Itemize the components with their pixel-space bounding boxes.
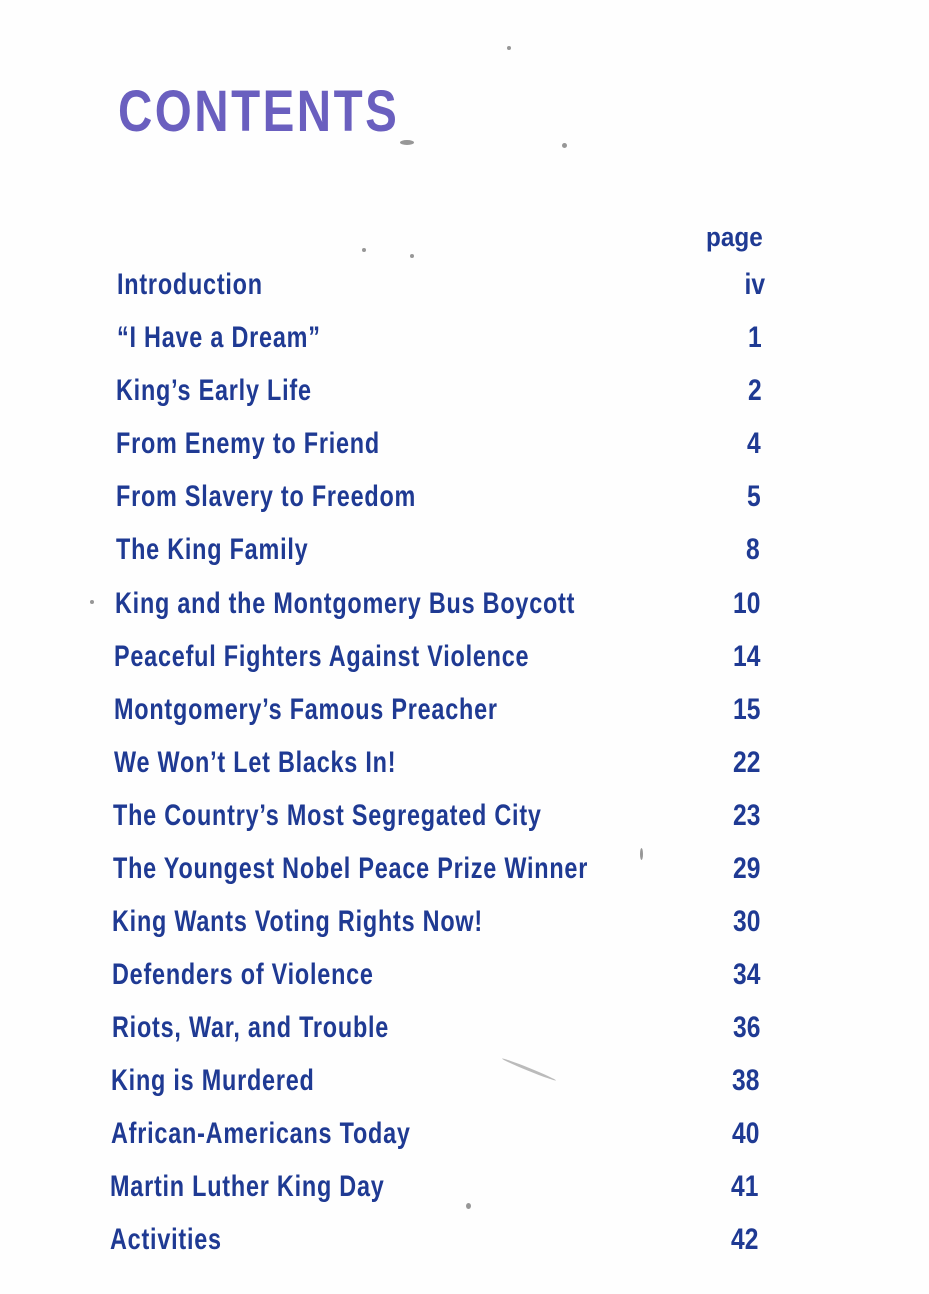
page-title: CONTENTS [118, 79, 400, 144]
toc-entry-title: African-Americans Today [111, 1117, 411, 1150]
toc-entry[interactable] [110, 1167, 758, 1207]
toc-entry-title: We Won’t Let Blacks In! [114, 746, 397, 779]
toc-entry-page: 14 [732, 640, 760, 673]
toc-entry[interactable] [113, 796, 760, 836]
scan-speck [640, 848, 643, 860]
toc-entry-title: Introduction [117, 268, 263, 301]
toc-entry[interactable] [111, 1114, 759, 1154]
toc-entry[interactable] [112, 1008, 760, 1048]
toc-entry-title: The Youngest Nobel Peace Prize Winner [113, 852, 589, 885]
toc-entry-title: King is Murdered [111, 1064, 315, 1097]
toc-entry-page: 4 [747, 427, 761, 460]
toc-entry[interactable] [114, 690, 760, 730]
toc-entry-page: 41 [730, 1170, 758, 1203]
scan-speck [362, 248, 366, 252]
toc-entry-title: King and the Montgomery Bus Boycott [115, 587, 576, 620]
scan-speck [410, 254, 414, 258]
toc-entry[interactable] [113, 849, 760, 889]
toc-entry-page: 2 [748, 374, 762, 407]
toc-entry[interactable] [117, 265, 765, 305]
toc-entry[interactable] [116, 477, 761, 517]
toc-entry-page: 38 [731, 1064, 759, 1097]
toc-entry[interactable] [110, 1220, 758, 1260]
toc-entry-page: 29 [732, 852, 760, 885]
scan-speck [562, 143, 567, 148]
toc-entry-page: 40 [731, 1117, 759, 1150]
toc-entry-title: King’s Early Life [116, 374, 312, 407]
toc-entry-title: King Wants Voting Rights Now! [112, 905, 483, 938]
toc-entry-page: 36 [732, 1011, 760, 1044]
toc-entry-title: Martin Luther King Day [110, 1170, 385, 1203]
toc-entry-page: 8 [746, 533, 760, 566]
toc-entry-page: iv [744, 268, 765, 301]
toc-entry-page: 10 [732, 587, 760, 620]
toc-entry[interactable] [116, 530, 760, 570]
page-column-header: page [706, 222, 763, 252]
toc-entry[interactable] [117, 318, 762, 358]
toc-entry-page: 5 [747, 480, 761, 513]
toc-entry-title: From Enemy to Friend [116, 427, 380, 460]
toc-entry[interactable] [112, 955, 760, 995]
toc-entry-title: Montgomery’s Famous Preacher [114, 693, 498, 726]
toc-entry[interactable] [111, 1061, 759, 1101]
toc-entry[interactable] [115, 584, 760, 624]
toc-entry-page: 1 [748, 321, 762, 354]
toc-entry-title: “I Have a Dream” [117, 321, 321, 354]
toc-entry[interactable] [116, 424, 761, 464]
toc-entry-page: 42 [730, 1223, 758, 1256]
scan-speck [507, 46, 511, 50]
toc-entry[interactable] [116, 371, 762, 411]
toc-entry-title: Defenders of Violence [112, 958, 374, 991]
toc-entry-title: Riots, War, and Trouble [112, 1011, 390, 1044]
toc-entry-title: The Country’s Most Segregated City [113, 799, 542, 832]
scan-speck [90, 600, 94, 604]
scan-speck [400, 140, 414, 145]
toc-entry-page: 23 [732, 799, 760, 832]
toc-entry-title: Activities [110, 1223, 222, 1256]
toc-entry[interactable] [114, 743, 760, 783]
scan-speck [466, 1203, 471, 1209]
toc-entry-title: Peaceful Fighters Against Violence [114, 640, 530, 673]
toc-entry-title: From Slavery to Freedom [116, 480, 417, 513]
toc-entry-page: 15 [732, 693, 760, 726]
toc-entry-page: 30 [732, 905, 760, 938]
toc-entry-page: 34 [732, 958, 760, 991]
toc-entry-title: The King Family [116, 533, 309, 566]
toc-entry[interactable] [114, 637, 760, 677]
toc-entry[interactable] [112, 902, 760, 942]
toc-entry-page: 22 [732, 746, 760, 779]
